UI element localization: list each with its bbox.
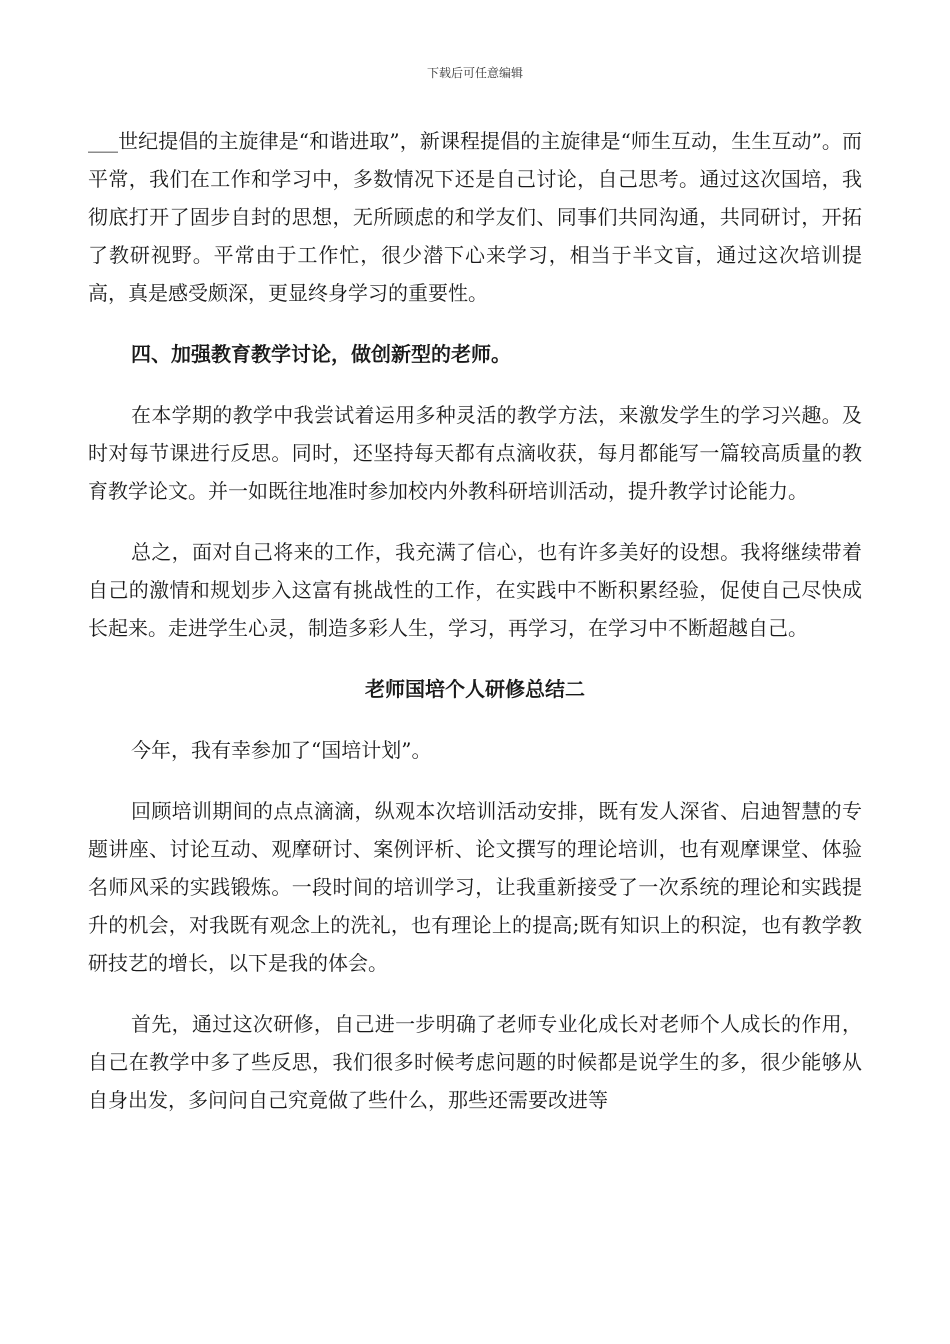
document-body	[88, 122, 862, 1142]
paragraph-teaching-methods: 在本学期的教学中我尝试着运用多种灵活的教学方法，来激发学生的学习兴趣。及时对每节课进行反思。同时，还坚持每天都有点滴收获，每月都能写一篇较高质量的教育教学论文。并一如既往地准时参加校内外教科研培训活动，提升教学讨论能力。	[88, 403, 862, 503]
paragraph-theme: ___世纪提倡的主旋律是“和谐进取”，新课程提倡的主旋律是“师生互动，生生互动”。而平常，我们在工作和学习中，多数情况下还是自己讨论，自己思考。通过这次国培，我彻底打开了固步自封的思想，无所顾虑的和学友们、同事们共同沟通，共同研讨，开拓了教研视野。平常由于工作忙，很少潜下心来学习，相当于半文盲，通过这次培训提高，真是感受颇深，更显终身学习的重要性。	[88, 129, 862, 305]
section-heading-four: 四、加强教育教学讨论，做创新型的老师。	[131, 342, 511, 366]
page-header-note: 下载后可任意编辑	[426, 66, 523, 80]
paragraph-review: 回顾培训期间的点点滴滴，纵观本次培训活动安排，既有发人深省、启迪智慧的专题讲座、讨论互动、观摩研讨、案例评析、论文撰写的理论培训，也有观摩课堂、体验名师风采的实践锻炼。一段时间的培训学习，让我重新接受了一次系统的理论和实践提升的机会，对我既有观念上的洗礼，也有理论上的提高;既有知识上的积淀，也有教学教研技艺的增长，以下是我的体会。	[88, 799, 862, 975]
article-title-two: 老师国培个人研修总结二	[365, 677, 585, 701]
paragraph-conclusion: 总之，面对自己将来的工作，我充满了信心，也有许多美好的设想。我将继续带着自己的激情和规划步入这富有挑战性的工作，在实践中不断积累经验，促使自己尽快成长起来。走进学生心灵，制造多彩人生，学习，再学习，在学习中不断超越自己。	[88, 540, 862, 640]
paragraph-first-point: 首先，通过这次研修，自己进一步明确了老师专业化成长对老师个人成长的作用，自己在教学中多了些反思，我们很多时候考虑问题的时候都是说学生的多，很少能够从自身出发，多问问自己究竟做了些什么，那些还需要改进等	[88, 1012, 862, 1112]
paragraph-intro: 今年，我有幸参加了“国培计划”。	[131, 738, 432, 762]
